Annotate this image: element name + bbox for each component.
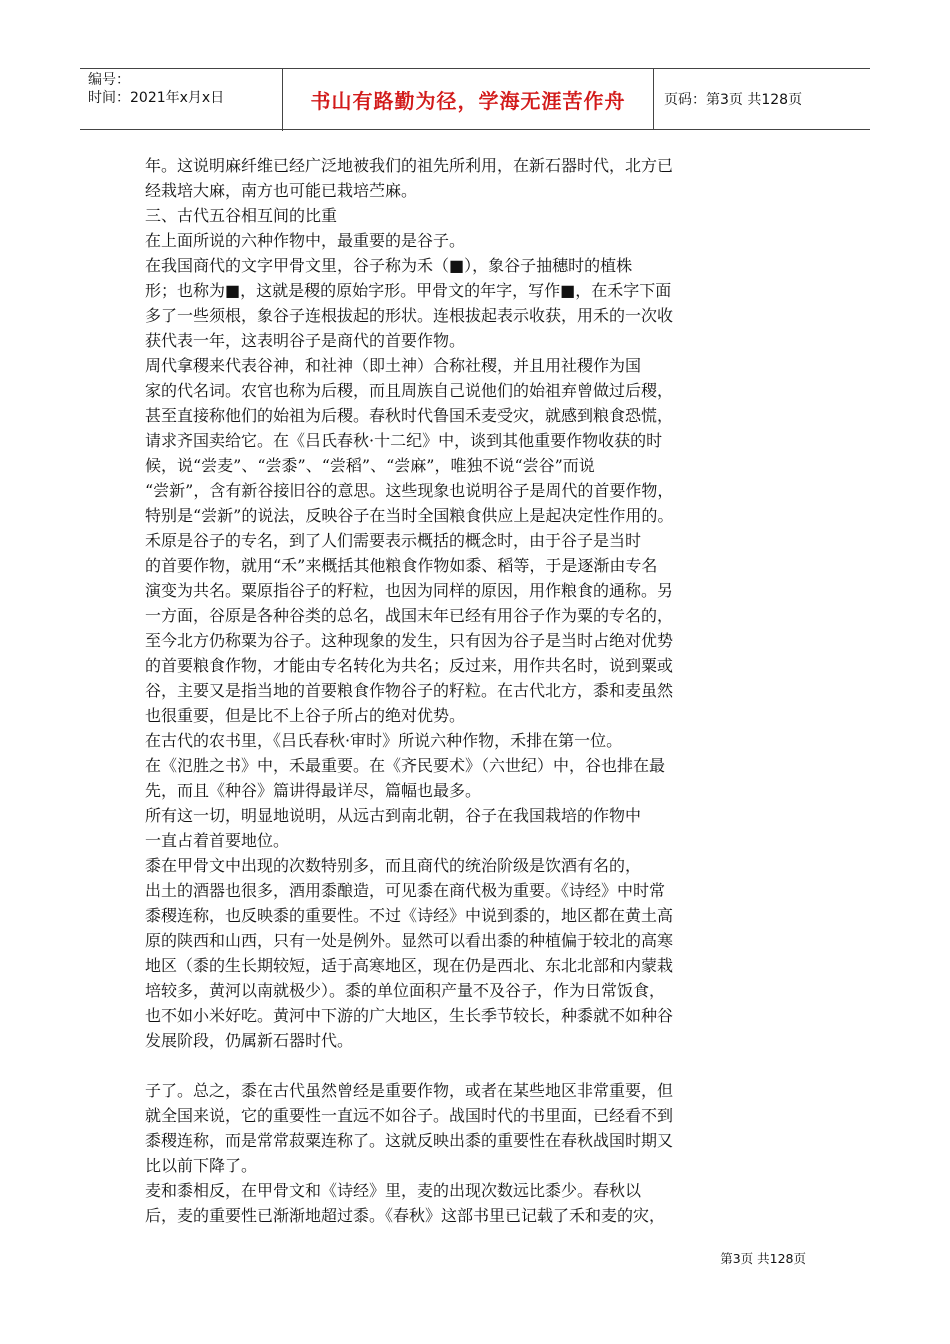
text-line: 先，而且《种谷》篇讲得最详尽，篇幅也最多。 [145, 781, 482, 800]
text-line: “尝新”，含有新谷接旧谷的意思。这些现象也说明谷子是周代的首要作物， [145, 481, 674, 500]
text-line: 的首要作物，就用“禾”来概括其他粮食作物如黍、稻等，于是逐渐由专名 [145, 556, 658, 575]
text-line: 在上面所说的六种作物中，最重要的是谷子。 [145, 231, 466, 250]
header-page-info: 页码：第3页 共128页 [664, 92, 803, 108]
text-line: 在《氾胜之书》中，禾最重要。在《齐民要术》（六世纪）中，谷也排在最 [145, 756, 666, 775]
text-line: 年。这说明麻纤维已经广泛地被我们的祖先所利用，在新石器时代，北方已 [145, 156, 674, 175]
text-line: 在我国商代的文字甲骨文里，谷子称为禾（■），象谷子抽穗时的植株 [145, 256, 633, 275]
text-line: 演变为共名。粟原指谷子的籽粒，也因为同样的原因，用作粮食的通称。另 [145, 581, 674, 600]
text-line: 培较多，黄河以南就极少）。黍的单位面积产量不及谷子，作为日常饭食， [145, 981, 666, 1000]
text-line: 黍在甲骨文中出现的次数特别多，而且商代的统治阶级是饮酒有名的， [145, 856, 642, 875]
serial-label: 编号： [88, 72, 130, 88]
text-line: 谷，主要又是指当地的首要粮食作物谷子的籽粒。在古代北方，黍和麦虽然 [145, 681, 674, 700]
text-line: 的首要粮食作物，才能由专名转化为共名；反过来，用作共名时，说到粟或 [145, 656, 674, 675]
text-line: 获代表一年，这表明谷子是商代的首要作物。 [145, 331, 466, 350]
text-line: 原的陕西和山西，只有一处是例外。显然可以看出黍的种植偏于较北的高寒 [145, 931, 674, 950]
text-line: 形；也称为■，这就是稷的原始字形。甲骨文的年字，写作■，在禾字下面 [145, 281, 672, 300]
text-line: 子了。总之，黍在古代虽然曾经是重要作物，或者在某些地区非常重要，但 [145, 1081, 674, 1100]
text-line: 甚至直接称他们的始祖为后稷。春秋时代鲁国禾麦受灾，就感到粮食恐慌， [145, 406, 674, 425]
text-line: 就全国来说，它的重要性一直远不如谷子。战国时代的书里面，已经看不到 [145, 1106, 674, 1125]
text-line: 后，麦的重要性已渐渐地超过黍。《春秋》这部书里已记载了禾和麦的灾， [145, 1206, 666, 1225]
text-line: 经栽培大麻，南方也可能已栽培苎麻。 [145, 181, 418, 200]
page-footer: 第3页 共128页 [720, 1251, 806, 1266]
text-line: 多了一些须根，象谷子连根拔起的形状。连根拔起表示收获，用禾的一次收 [145, 306, 674, 325]
text-line: 周代拿稷来代表谷神，和社神（即土神）合称社稷，并且用社稷作为国 [145, 356, 642, 375]
text-line: 出土的酒器也很多，酒用黍酿造，可见黍在商代极为重要。《诗经》中时常 [145, 881, 666, 900]
time-label: 时间：2021年x月x日 [88, 90, 225, 106]
text-line [145, 1053, 715, 1078]
text-line: 请求齐国卖给它。在《吕氏春秋·十二纪》中，谈到其他重要作物收获的时 [145, 431, 663, 450]
text-line: 候，说“尝麦”、“尝黍”、“尝稻”、“尝麻”，唯独不说“尝谷”而说 [145, 456, 595, 475]
text-line: 比以前下降了。 [145, 1156, 258, 1175]
text-line: 也不如小米好吃。黄河中下游的广大地区，生长季节较长，种黍就不如种谷 [145, 1006, 674, 1025]
text-line: 一直占着首要地位。 [145, 831, 290, 850]
header-meta [80, 69, 283, 131]
text-line: 家的代名词。农官也称为后稷，而且周族自己说他们的始祖弃曾做过后稷， [145, 381, 674, 400]
text-line: 特别是“尝新”的说法，反映谷子在当时全国粮食供应上是起决定性作用的。 [145, 506, 674, 525]
text-line: 所有这一切，明显地说明，从远古到南北朝，谷子在我国栽培的作物中 [145, 806, 642, 825]
document-body [145, 153, 715, 1228]
text-line: 麦和黍相反，在甲骨文和《诗经》里，麦的出现次数远比黍少。春秋以 [145, 1181, 642, 1200]
text-line: 在古代的农书里，《吕氏春秋·审时》所说六种作物，禾排在第一位。 [145, 731, 623, 750]
text-line: 黍稷连称，也反映黍的重要性。不过《诗经》中说到黍的，地区都在黄土高 [145, 906, 674, 925]
text-line: 至今北方仍称粟为谷子。这种现象的发生，只有因为谷子是当时占绝对优势 [145, 631, 674, 650]
header-motto: 书山有路勤为径，学海无涯苦作舟 [283, 69, 654, 129]
text-line: 禾原是谷子的专名，到了人们需要表示概括的概念时，由于谷子是当时 [145, 531, 642, 550]
page-header [80, 68, 870, 130]
text-line: 发展阶段，仍属新石器时代。 [145, 1031, 354, 1050]
text-line: 黍稷连称，而是常常菽粟连称了。这就反映出黍的重要性在春秋战国时期又 [145, 1131, 674, 1150]
text-line: 也很重要，但是比不上谷子所占的绝对优势。 [145, 706, 466, 725]
text-line: 地区（黍的生长期较短，适于高寒地区，现在仍是西北、东北北部和内蒙栽 [145, 956, 674, 975]
text-line: 三、古代五谷相互间的比重 [145, 206, 338, 225]
text-line: 一方面，谷原是各种谷类的总名，战国末年已经有用谷子作为粟的专名的， [145, 606, 674, 625]
